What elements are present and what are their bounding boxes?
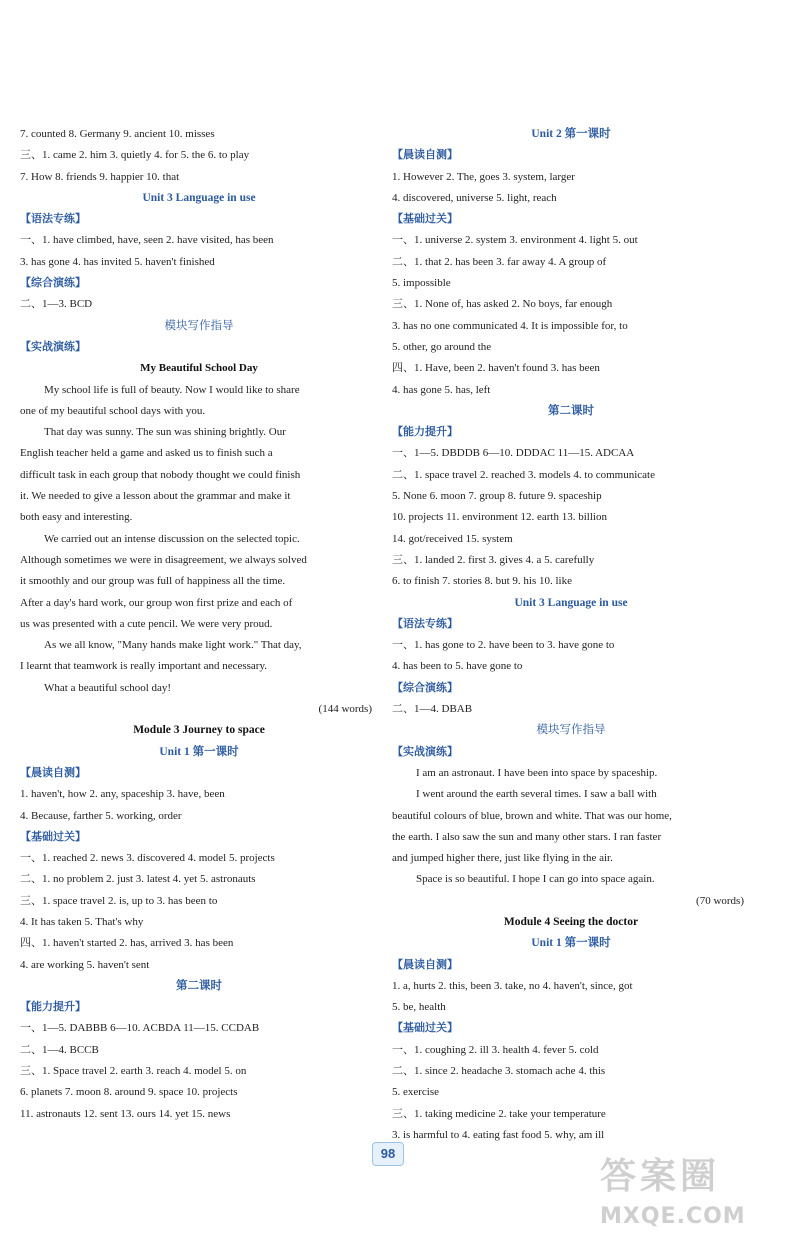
answer-line: 三、1. taking medicine 2. take your temperature [392, 1107, 606, 1120]
answer-line: After a day's hard work, our group won first prize and each of [20, 596, 293, 609]
answer-line: 4. are working 5. haven't sent [20, 958, 150, 971]
paragraph-line: My school life is full of beauty. Now I would like to share [44, 383, 300, 396]
section-label: 【综合演练】 [392, 681, 458, 694]
answer-line: and jumped higher there, just like flying in the air. [392, 852, 613, 865]
answer-line: 一、1. has gone to 2. have been to 3. have gone to [392, 639, 615, 652]
answer-line: 5. exercise [392, 1086, 440, 1099]
answer-line: 5. other, go around the [392, 340, 492, 353]
answer-line: 3. has no one communicated 4. It is impossible for, to [392, 319, 628, 332]
answer-line: it. We needed to give a lesson about the grammar and make it [20, 490, 291, 503]
answer-line: 一、1—5. DBDDB 6—10. DDDAC 11—15. ADCAA [392, 447, 635, 460]
answer-line: the earth. I also saw the sun and many other stars. I ran faster [392, 830, 662, 843]
answer-line: 5. impossible [392, 277, 451, 290]
section-label: 【晨读自测】 [392, 958, 458, 971]
answer-line: 一、1. reached 2. news 3. discovered 4. model 5. projects [20, 852, 275, 865]
answer-line: 4. discovered, universe 5. light, reach [392, 191, 557, 204]
answer-line: 一、1. universe 2. system 3. environment 4. light 5. out [392, 234, 638, 247]
watermark-logo [600, 1152, 795, 1242]
watermark-top: 答案圈 [600, 1156, 721, 1197]
answer-line: 5. None 6. moon 7. group 8. future 9. spaceship [392, 490, 602, 503]
answer-line: 二、1. no problem 2. just 3. latest 4. yet 5. astronauts [20, 873, 256, 886]
answer-line: 1. haven't, how 2. any, spaceship 3. have, been [20, 788, 225, 801]
module-heading: Module 3 Journey to space [133, 724, 265, 737]
answer-line: 三、1. space travel 2. is, up to 3. has been to [20, 894, 218, 907]
answer-line: 4. It has taken 5. That's why [20, 915, 144, 928]
answer-line: us was presented with a cute pencil. We were very proud. [20, 617, 273, 630]
answer-line: I learnt that teamwork is really important and necessary. [20, 660, 268, 673]
word-count: (70 words) [696, 894, 744, 907]
essay-title: My Beautiful School Day [140, 362, 258, 375]
paragraph-line: I went around the earth several times. I saw a ball with [416, 788, 657, 801]
section-label: 【晨读自测】 [392, 149, 458, 162]
paragraph-line: That day was sunny. The sun was shining brightly. Our [44, 426, 286, 439]
paragraph-line: Space is so beautiful. I hope I can go into space again. [416, 873, 655, 886]
answer-line: both easy and interesting. [20, 511, 133, 524]
section-label: 【基础过关】 [392, 213, 458, 226]
answer-line: 四、1. Have, been 2. haven't found 3. has been [392, 362, 600, 375]
section-label: 【能力提升】 [20, 1001, 86, 1014]
module-heading: Module 4 Seeing the doctor [503, 915, 639, 928]
answer-line: 一、1. coughing 2. ill 3. health 4. fever 5. cold [392, 1043, 599, 1056]
watermark-bottom: MXQE.COM [600, 1204, 746, 1229]
answer-line: 4. Because, farther 5. working, order [20, 809, 182, 822]
answer-line: 10. projects 11. environment 12. earth 13. billion [392, 511, 607, 524]
answer-line: 4. has gone 5. has, left [392, 383, 491, 396]
word-count: (144 words) [318, 703, 372, 716]
answer-line: Although sometimes we were in disagreement, we always solved [20, 553, 307, 566]
unit-heading: Unit 1 第一课时 [531, 937, 611, 950]
answer-line: 三、1. came 2. him 3. quietly 4. for 5. the 6. to play [20, 149, 250, 162]
answer-line: 1. a, hurts 2. this, been 3. take, no 4. haven't, since, got [392, 979, 633, 992]
answer-line: 三、1. None of, has asked 2. No boys, far enough [392, 298, 613, 311]
answer-line: 3. has gone 4. has invited 5. haven't finished [20, 255, 215, 268]
unit-heading: Unit 1 第一课时 [159, 745, 239, 758]
answer-line: one of my beautiful school days with you. [20, 404, 206, 417]
answer-line: 11. astronauts 12. sent 13. ours 14. yet 15. news [20, 1107, 231, 1120]
section-label: 【实战演练】 [20, 340, 86, 353]
answer-line: beautiful colours of blue, brown and white. That was our home, [392, 809, 672, 822]
answer-line: difficult task in each group that nobody thought we could finish [20, 468, 301, 481]
answer-line: 二、1—3. BCD [20, 298, 93, 311]
section-label: 【实战演练】 [392, 745, 458, 758]
answer-line: 一、1. have climbed, have, seen 2. have visited, has been [20, 234, 274, 247]
answer-line: 1. However 2. The, goes 3. system, larger [392, 170, 575, 183]
unit-heading: 第二课时 [548, 404, 594, 417]
answer-line: 二、1. space travel 2. reached 3. models 4. to communicate [392, 468, 655, 481]
right-column [392, 124, 750, 1146]
answer-line: 7. counted 8. Germany 9. ancient 10. misses [20, 128, 215, 140]
section-heading: 模块写作指导 [536, 724, 606, 737]
paragraph-line: As we all know, "Many hands make light work." That day, [44, 639, 302, 652]
answer-line: 6. planets 7. moon 8. around 9. space 10. projects [20, 1086, 238, 1099]
page-number: 98 [372, 1142, 404, 1166]
section-label: 【语法专练】 [392, 617, 458, 630]
answer-line: 二、1. that 2. has been 3. far away 4. A group of [392, 255, 607, 268]
answer-line: 6. to finish 7. stories 8. but 9. his 10. like [392, 575, 572, 588]
section-label: 【综合演练】 [20, 277, 86, 290]
section-heading: 模块写作指导 [164, 319, 234, 332]
answer-line: 三、1. Space travel 2. earth 3. reach 4. model 5. on [20, 1065, 247, 1078]
section-label: 【晨读自测】 [20, 766, 86, 779]
answer-line: it smoothly and our group was full of happiness all the time. [20, 575, 286, 588]
answer-line: 四、1. haven't started 2. has, arrived 3. has been [20, 937, 234, 950]
paragraph-line: I am an astronaut. I have been into space by spaceship. [416, 766, 658, 779]
section-label: 【基础过关】 [392, 1022, 458, 1035]
answer-line: English teacher held a game and asked us to finish such a [20, 447, 273, 460]
left-column [20, 124, 378, 1125]
unit-heading: Unit 3 Language in use [514, 596, 628, 609]
answer-line: 7. How 8. friends 9. happier 10. that [20, 170, 180, 183]
unit-heading: Unit 3 Language in use [142, 191, 256, 204]
answer-line: 3. is harmful to 4. eating fast food 5. why, am ill [392, 1128, 605, 1141]
answer-line: 二、1. since 2. headache 3. stomach ache 4. this [392, 1065, 606, 1078]
unit-heading: Unit 2 第一课时 [531, 128, 611, 140]
answer-line: 一、1—5. DABBB 6—10. ACBDA 11—15. CCDAB [20, 1022, 260, 1035]
answer-line: 14. got/received 15. system [392, 532, 513, 545]
answer-line: 5. be, health [392, 1001, 446, 1014]
unit-heading: 第二课时 [176, 979, 222, 992]
answer-line: 4. has been to 5. have gone to [392, 660, 523, 673]
paragraph-line: What a beautiful school day! [44, 681, 172, 694]
answer-line: 三、1. landed 2. first 3. gives 4. a 5. carefully [392, 553, 595, 566]
answer-line: 二、1—4. BCCB [20, 1043, 99, 1056]
paragraph-line: We carried out an intense discussion on the selected topic. [44, 532, 300, 545]
answer-line: 二、1—4. DBAB [392, 703, 473, 716]
section-label: 【语法专练】 [20, 213, 86, 226]
section-label: 【基础过关】 [20, 830, 86, 843]
section-label: 【能力提升】 [392, 426, 458, 439]
